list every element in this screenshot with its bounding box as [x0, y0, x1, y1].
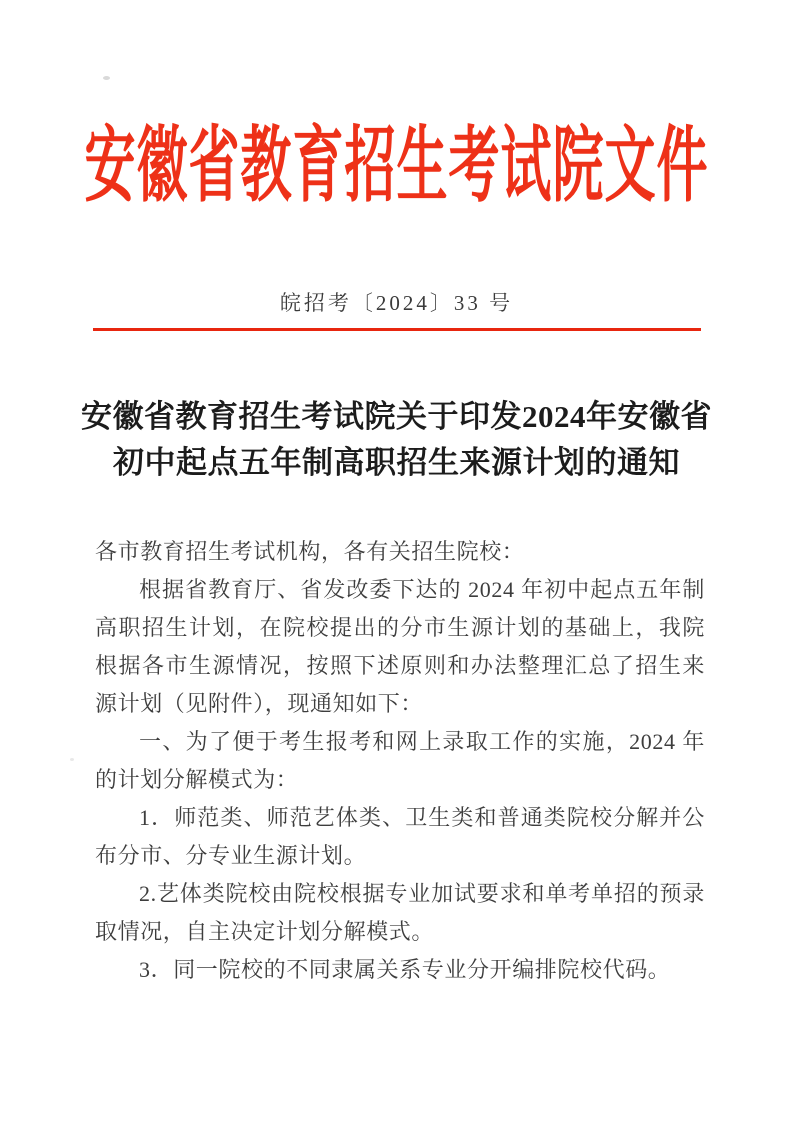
red-divider-line: [93, 328, 701, 331]
paragraph-sub-item-1: 1．师范类、师范艺体类、卫生类和普通类院校分解并公布分市、分专业生源计划。: [95, 805, 705, 868]
document-number: 皖招考〔2024〕33 号: [279, 291, 514, 315]
notice-title-line-2: 初中起点五年制高职招生来源计划的通知: [113, 445, 680, 480]
paragraph-item-one: 一、为了便于考生报考和网上录取工作的实施，2024 年的计划分解模式为：: [95, 729, 705, 792]
notice-title-line-1: 安徽省教育招生考试院关于印发2024年安徽省: [81, 399, 712, 434]
document-body: [95, 533, 705, 989]
notice-title: [0, 394, 793, 486]
scan-speckle: [70, 758, 74, 761]
paragraph-sub-item-2: 2.艺体类院校由院校根据专业加试要求和单考单招的预录取情况，自主决定计划分解模式。: [95, 881, 705, 944]
agency-banner-title: 安徽省教育招生考试院文件: [84, 122, 709, 214]
scan-speckle: [103, 76, 110, 80]
salutation-line: 各市教育招生考试机构，各有关招生院校：: [95, 539, 525, 564]
paragraph-basis: 根据省教育厅、省发改委下达的 2024 年初中起点五年制高职招生计划，在院校提出的分市生源计划的基础上，我院根据各市生源情况，按照下述原则和办法整理汇总了招生来源计划（见附件），现通知如下：: [95, 577, 705, 716]
paragraph-sub-item-3: 3．同一院校的不同隶属关系专业分开编排院校代码。: [139, 957, 671, 982]
document-header-banner: [0, 112, 793, 214]
